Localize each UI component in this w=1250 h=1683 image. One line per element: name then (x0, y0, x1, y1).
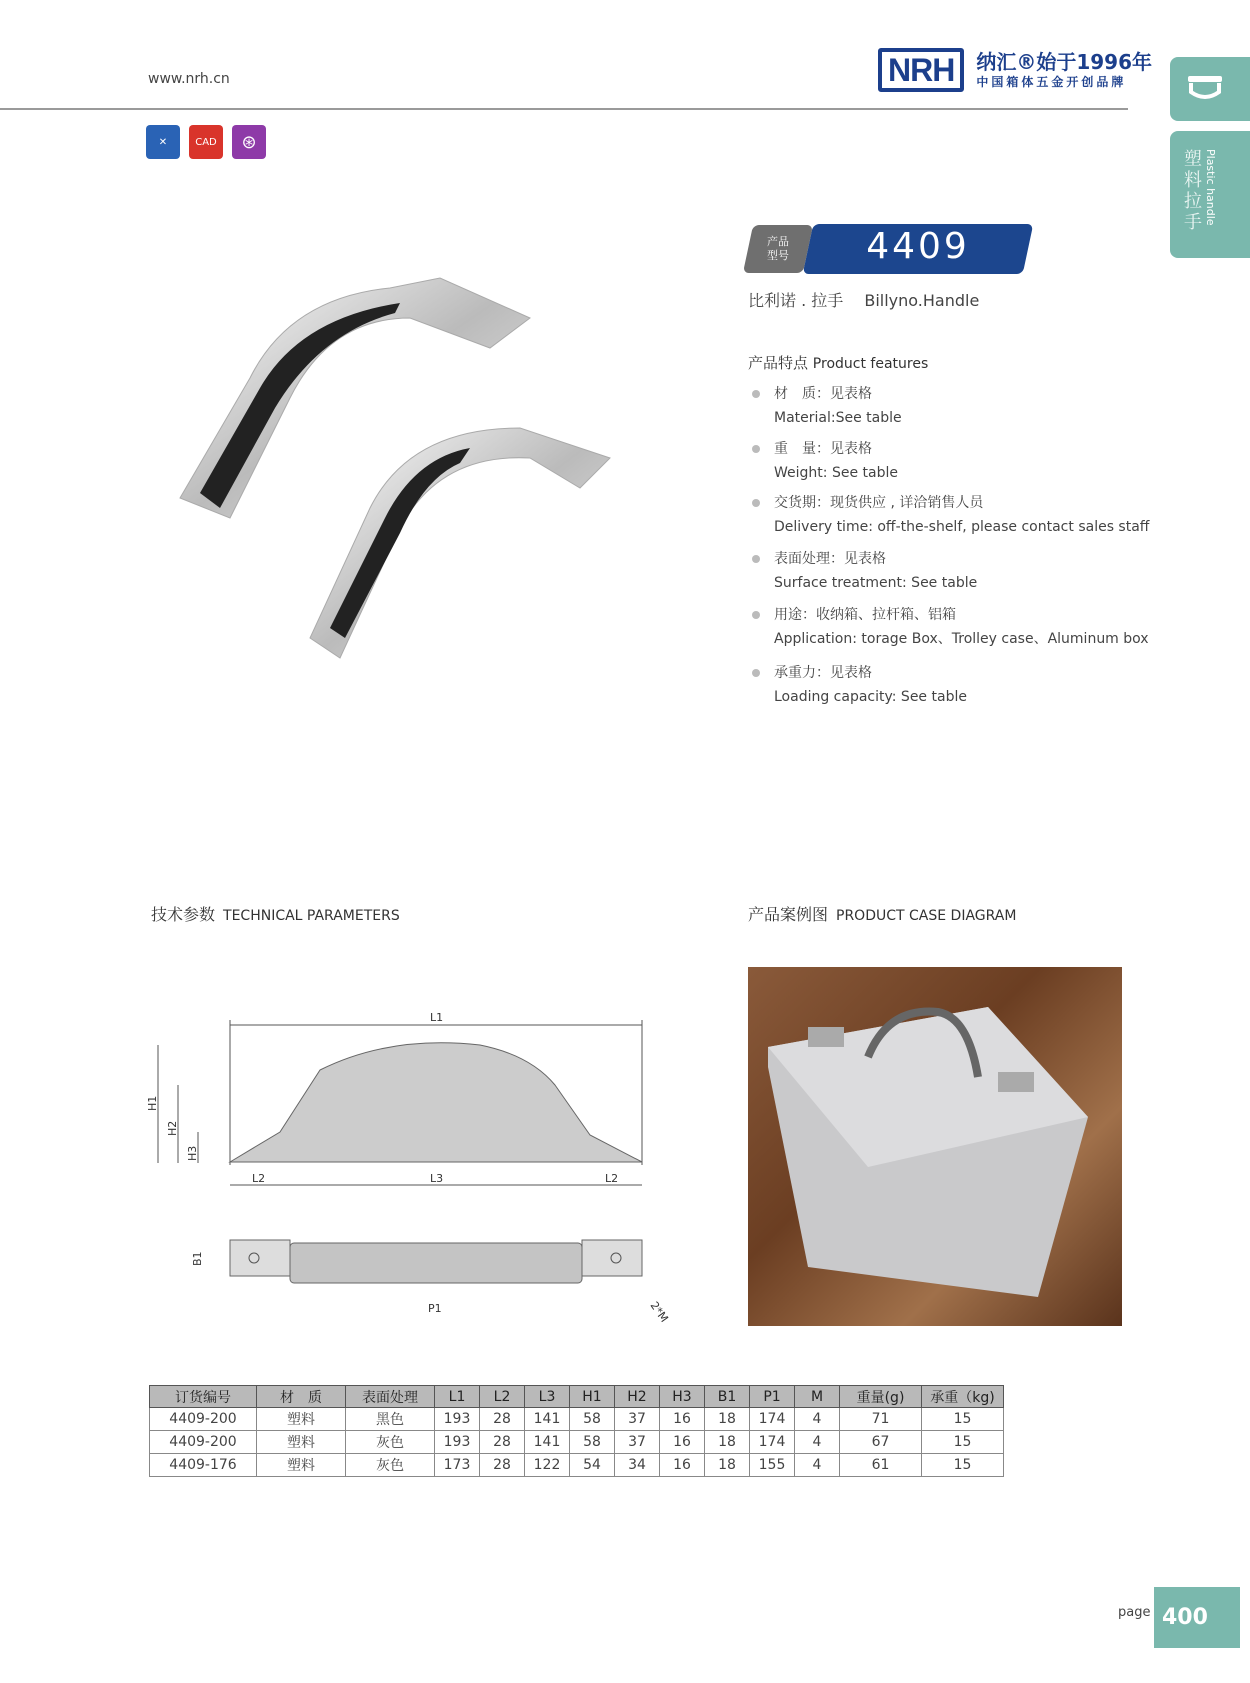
table-cell: 122 (525, 1454, 570, 1477)
dim-H2: H2 (166, 1120, 179, 1136)
col-header: B1 (705, 1386, 750, 1408)
col-header: 重量(g) (840, 1386, 922, 1408)
tech-heading-cn: 技术参数 (151, 905, 216, 924)
table-cell: 174 (750, 1431, 795, 1454)
logo-mark: NRH (878, 48, 964, 92)
dim-L1: L1 (430, 1011, 444, 1024)
table-cell: 174 (750, 1408, 795, 1431)
feature-item (752, 437, 898, 485)
feature-en: Delivery time: off-the-shelf, please contact sales staff (774, 519, 1150, 535)
feature-en: Loading capacity: See table (774, 689, 967, 705)
col-header: L2 (480, 1386, 525, 1408)
case-heading-en: PRODUCT CASE DIAGRAM (836, 908, 1017, 924)
feature-item (752, 491, 1149, 539)
table-cell: 18 (705, 1431, 750, 1454)
feature-en: Weight: See table (774, 465, 898, 481)
table-cell: 塑料 (257, 1431, 346, 1454)
dim-H3: H3 (186, 1145, 199, 1161)
table-cell: 37 (615, 1431, 660, 1454)
technical-drawing (146, 1005, 680, 1325)
table-cell: 28 (480, 1454, 525, 1477)
table-cell: 4409-200 (150, 1408, 257, 1431)
table-cell: 18 (705, 1408, 750, 1431)
table-cell: 灰色 (346, 1431, 435, 1454)
col-header: 表面处理 (346, 1386, 435, 1408)
dim-L2-right: L2 (605, 1172, 619, 1185)
table-cell: 141 (525, 1408, 570, 1431)
table-cell: 塑料 (257, 1408, 346, 1431)
features-heading-en: Product features (812, 356, 929, 372)
case-heading-cn: 产品案例图 (748, 905, 829, 924)
dim-B1: B1 (191, 1251, 204, 1266)
dim-H1: H1 (146, 1095, 159, 1111)
feature-item (752, 382, 902, 430)
table-cell: 37 (615, 1408, 660, 1431)
model-label: 产品型号 (767, 235, 789, 262)
page-label: page (1118, 1605, 1151, 1620)
feature-cn: 重 量：见表格 (774, 441, 872, 457)
col-header: H1 (570, 1386, 615, 1408)
logo-slogan: 纳汇®始于1996年 (976, 49, 1152, 74)
table-cell: 灰色 (346, 1454, 435, 1477)
page-number: 400 (1154, 1587, 1240, 1648)
handle-icon (1186, 74, 1226, 104)
cad-label: CAD (195, 136, 217, 148)
table-row (150, 1408, 1004, 1431)
table-cell: 141 (525, 1431, 570, 1454)
table-cell: 54 (570, 1454, 615, 1477)
feature-en: Application: torage Box、Trolley case、Aluminum box (774, 631, 1149, 647)
table-cell: 34 (615, 1454, 660, 1477)
table-cell: 16 (660, 1454, 705, 1477)
table-cell: 15 (922, 1408, 1004, 1431)
table-cell: 61 (840, 1454, 922, 1477)
dim-L3: L3 (430, 1172, 444, 1185)
case-heading (748, 902, 1016, 925)
dim-P1: P1 (428, 1302, 442, 1315)
table-cell: 173 (435, 1454, 480, 1477)
table-cell: 15 (922, 1454, 1004, 1477)
table-cell: 4409-176 (150, 1454, 257, 1477)
category-en: Plastic handle (1204, 149, 1217, 226)
spec-table (149, 1385, 1004, 1477)
category-tab-icon[interactable] (1170, 57, 1250, 121)
table-cell: 155 (750, 1454, 795, 1477)
table-row (150, 1454, 1004, 1477)
col-header: H2 (615, 1386, 660, 1408)
col-header: M (795, 1386, 840, 1408)
table-cell: 18 (705, 1454, 750, 1477)
table-cell: 黑色 (346, 1408, 435, 1431)
model-number: 4409 (866, 226, 970, 267)
table-cell: 193 (435, 1408, 480, 1431)
feature-en: Surface treatment: See table (774, 575, 978, 591)
table-cell: 58 (570, 1431, 615, 1454)
dim-L2-left: L2 (252, 1172, 266, 1185)
table-cell: 4 (795, 1408, 840, 1431)
category-cn: 塑料拉手 (1181, 149, 1202, 233)
website-url[interactable]: www.nrh.cn (148, 71, 230, 87)
category-tab-plastic-handle[interactable] (1170, 131, 1250, 258)
table-cell: 16 (660, 1408, 705, 1431)
feature-item (752, 603, 1149, 651)
table-row (150, 1431, 1004, 1454)
cad-icon[interactable] (189, 125, 223, 159)
product-name: 比利诺 . 拉手 Billyno.Handle (748, 291, 980, 310)
table-cell: 4 (795, 1431, 840, 1454)
table-cell: 16 (660, 1431, 705, 1454)
feature-cn: 用途：收纳箱、拉杆箱、铝箱 (774, 607, 956, 623)
product-image (140, 258, 676, 692)
tools-icon[interactable]: ✕ (146, 125, 180, 159)
table-cell: 塑料 (257, 1454, 346, 1477)
col-header: 材 质 (257, 1386, 346, 1408)
header-divider (0, 108, 1128, 110)
feature-cn: 交货期：现货供应 , 详洽销售人员 (774, 495, 984, 511)
col-header: L3 (525, 1386, 570, 1408)
features-heading (748, 352, 928, 373)
feature-en: Material:See table (774, 410, 902, 426)
dim-M: 2*M (647, 1299, 671, 1325)
table-cell: 58 (570, 1408, 615, 1431)
table-cell: 15 (922, 1431, 1004, 1454)
table-cell: 28 (480, 1408, 525, 1431)
table-cell: 4409-200 (150, 1431, 257, 1454)
feature-cn: 承重力：见表格 (774, 665, 872, 681)
case-photo (748, 967, 1122, 1326)
table-header-row (150, 1386, 1004, 1408)
col-header: 订货编号 (150, 1386, 257, 1408)
features-heading-cn: 产品特点 (748, 354, 809, 372)
brand-logo (878, 48, 1152, 92)
feature-item (752, 661, 967, 709)
tech-heading (151, 902, 400, 925)
table-cell: 67 (840, 1431, 922, 1454)
feature-cn: 表面处理：见表格 (774, 551, 886, 567)
logo-tagline: 中国箱体五金开创品牌 (976, 74, 1127, 89)
tech-heading-en: TECHNICAL PARAMETERS (223, 908, 400, 924)
feature-item (752, 547, 977, 595)
table-cell: 71 (840, 1408, 922, 1431)
table-cell: 193 (435, 1431, 480, 1454)
color-options-icon[interactable]: ⊛ (232, 125, 266, 159)
col-header: H3 (660, 1386, 705, 1408)
model-label-badge (743, 225, 813, 273)
feature-cn: 材 质：见表格 (774, 386, 872, 402)
col-header: P1 (750, 1386, 795, 1408)
col-header: L1 (435, 1386, 480, 1408)
table-cell: 28 (480, 1431, 525, 1454)
col-header: 承重（kg) (922, 1386, 1004, 1408)
table-cell: 4 (795, 1454, 840, 1477)
